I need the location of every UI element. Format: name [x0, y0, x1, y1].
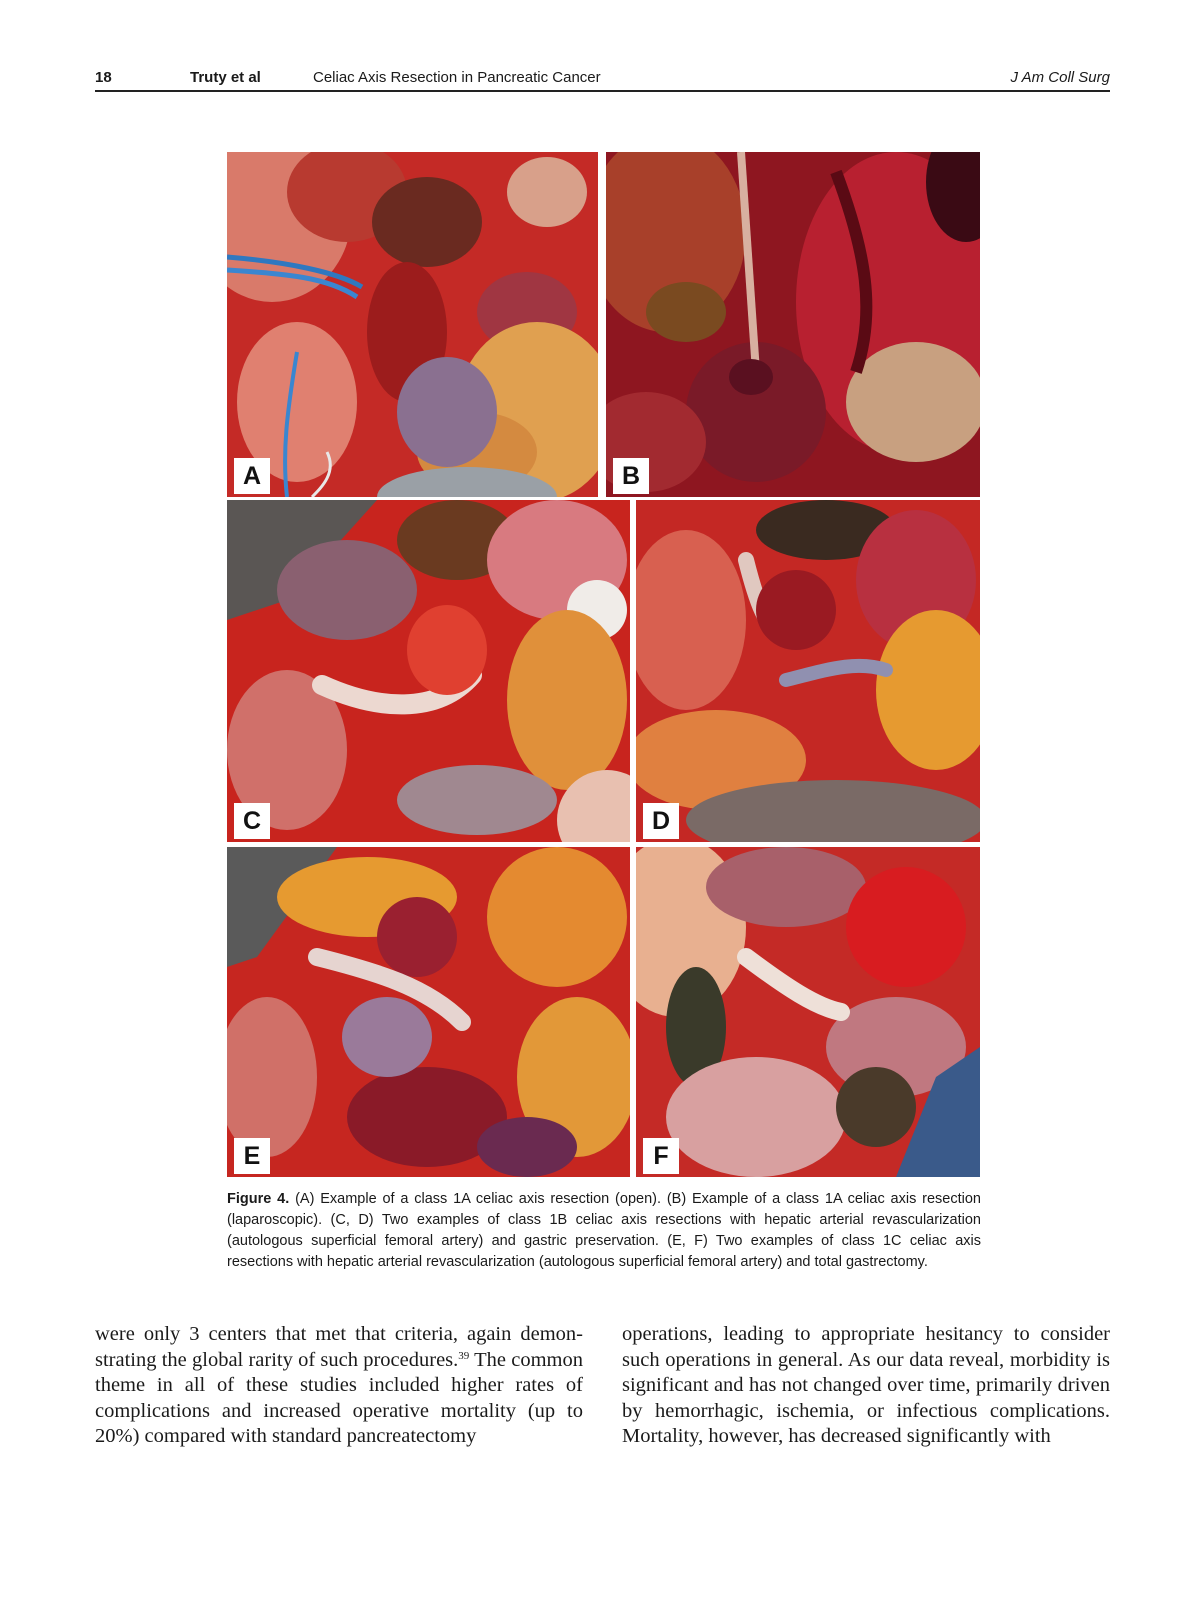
panel-label: D [643, 803, 679, 839]
figure-panel-a [227, 152, 598, 497]
panel-label: B [613, 458, 649, 494]
body-text-left-part-2: The common theme in all of these studies included higher rates of complications and increased operative mortality (up to 20%) compared with standard pancreatectomy [95, 1348, 583, 1447]
figure-panel-e [227, 847, 630, 1177]
figure-photo-grid [227, 152, 980, 1177]
running-authors: Truty et al [190, 69, 261, 86]
surgical-photo-f [636, 847, 980, 1177]
surgical-photo-d [636, 500, 980, 842]
reference-citation: 39 [458, 1349, 470, 1362]
surgical-photo-a [227, 152, 598, 497]
surgical-photo-c [227, 500, 630, 842]
surgical-photo-b [606, 152, 980, 497]
figure-caption [227, 1189, 981, 1273]
figure-panel-c [227, 500, 630, 842]
body-text-left-part-1: were only 3 centers that met that criteria, again demonstrating the global rarity of such procedures. [95, 1323, 583, 1371]
running-head [95, 66, 1110, 92]
surgical-photo-e [227, 847, 630, 1177]
figure-caption-text: (A) Example of a class 1A celiac axis resection (open). (B) Example of a class 1A celiac axis resection (laparoscopic). (C, D) Two examples of class 1B celiac axis resections with hepatic arterial revascularization (autologous superficial femoral artery) and gastric preservation. (E, F) Two examples of class 1C celiac axis resections with hepatic arterial revascularization (autologous superficial femoral artery) and total gastrectomy. [227, 1191, 981, 1270]
page-number: 18 [95, 69, 112, 86]
panel-label: F [643, 1138, 679, 1174]
panel-label: A [234, 458, 270, 494]
panel-label: E [234, 1138, 270, 1174]
panel-label: C [234, 803, 270, 839]
body-text-left-column [95, 1322, 583, 1450]
running-title: Celiac Axis Resection in Pancreatic Cancer [313, 69, 601, 86]
journal-name: J Am Coll Surg [1010, 69, 1110, 86]
figure-panel-d [636, 500, 980, 842]
figure-caption-label: Figure 4. [227, 1191, 290, 1207]
body-text-right-column: operations, leading to appropriate hesitancy to consider such operations in general. As our data reveal, morbidity is significant and has not changed over time, primarily driven by hemorrhagic, ischemia, or infectious complications. Mortality, however, has decreased significantly with [622, 1323, 1110, 1447]
figure-panel-b [606, 152, 980, 497]
figure-panel-f [636, 847, 980, 1177]
